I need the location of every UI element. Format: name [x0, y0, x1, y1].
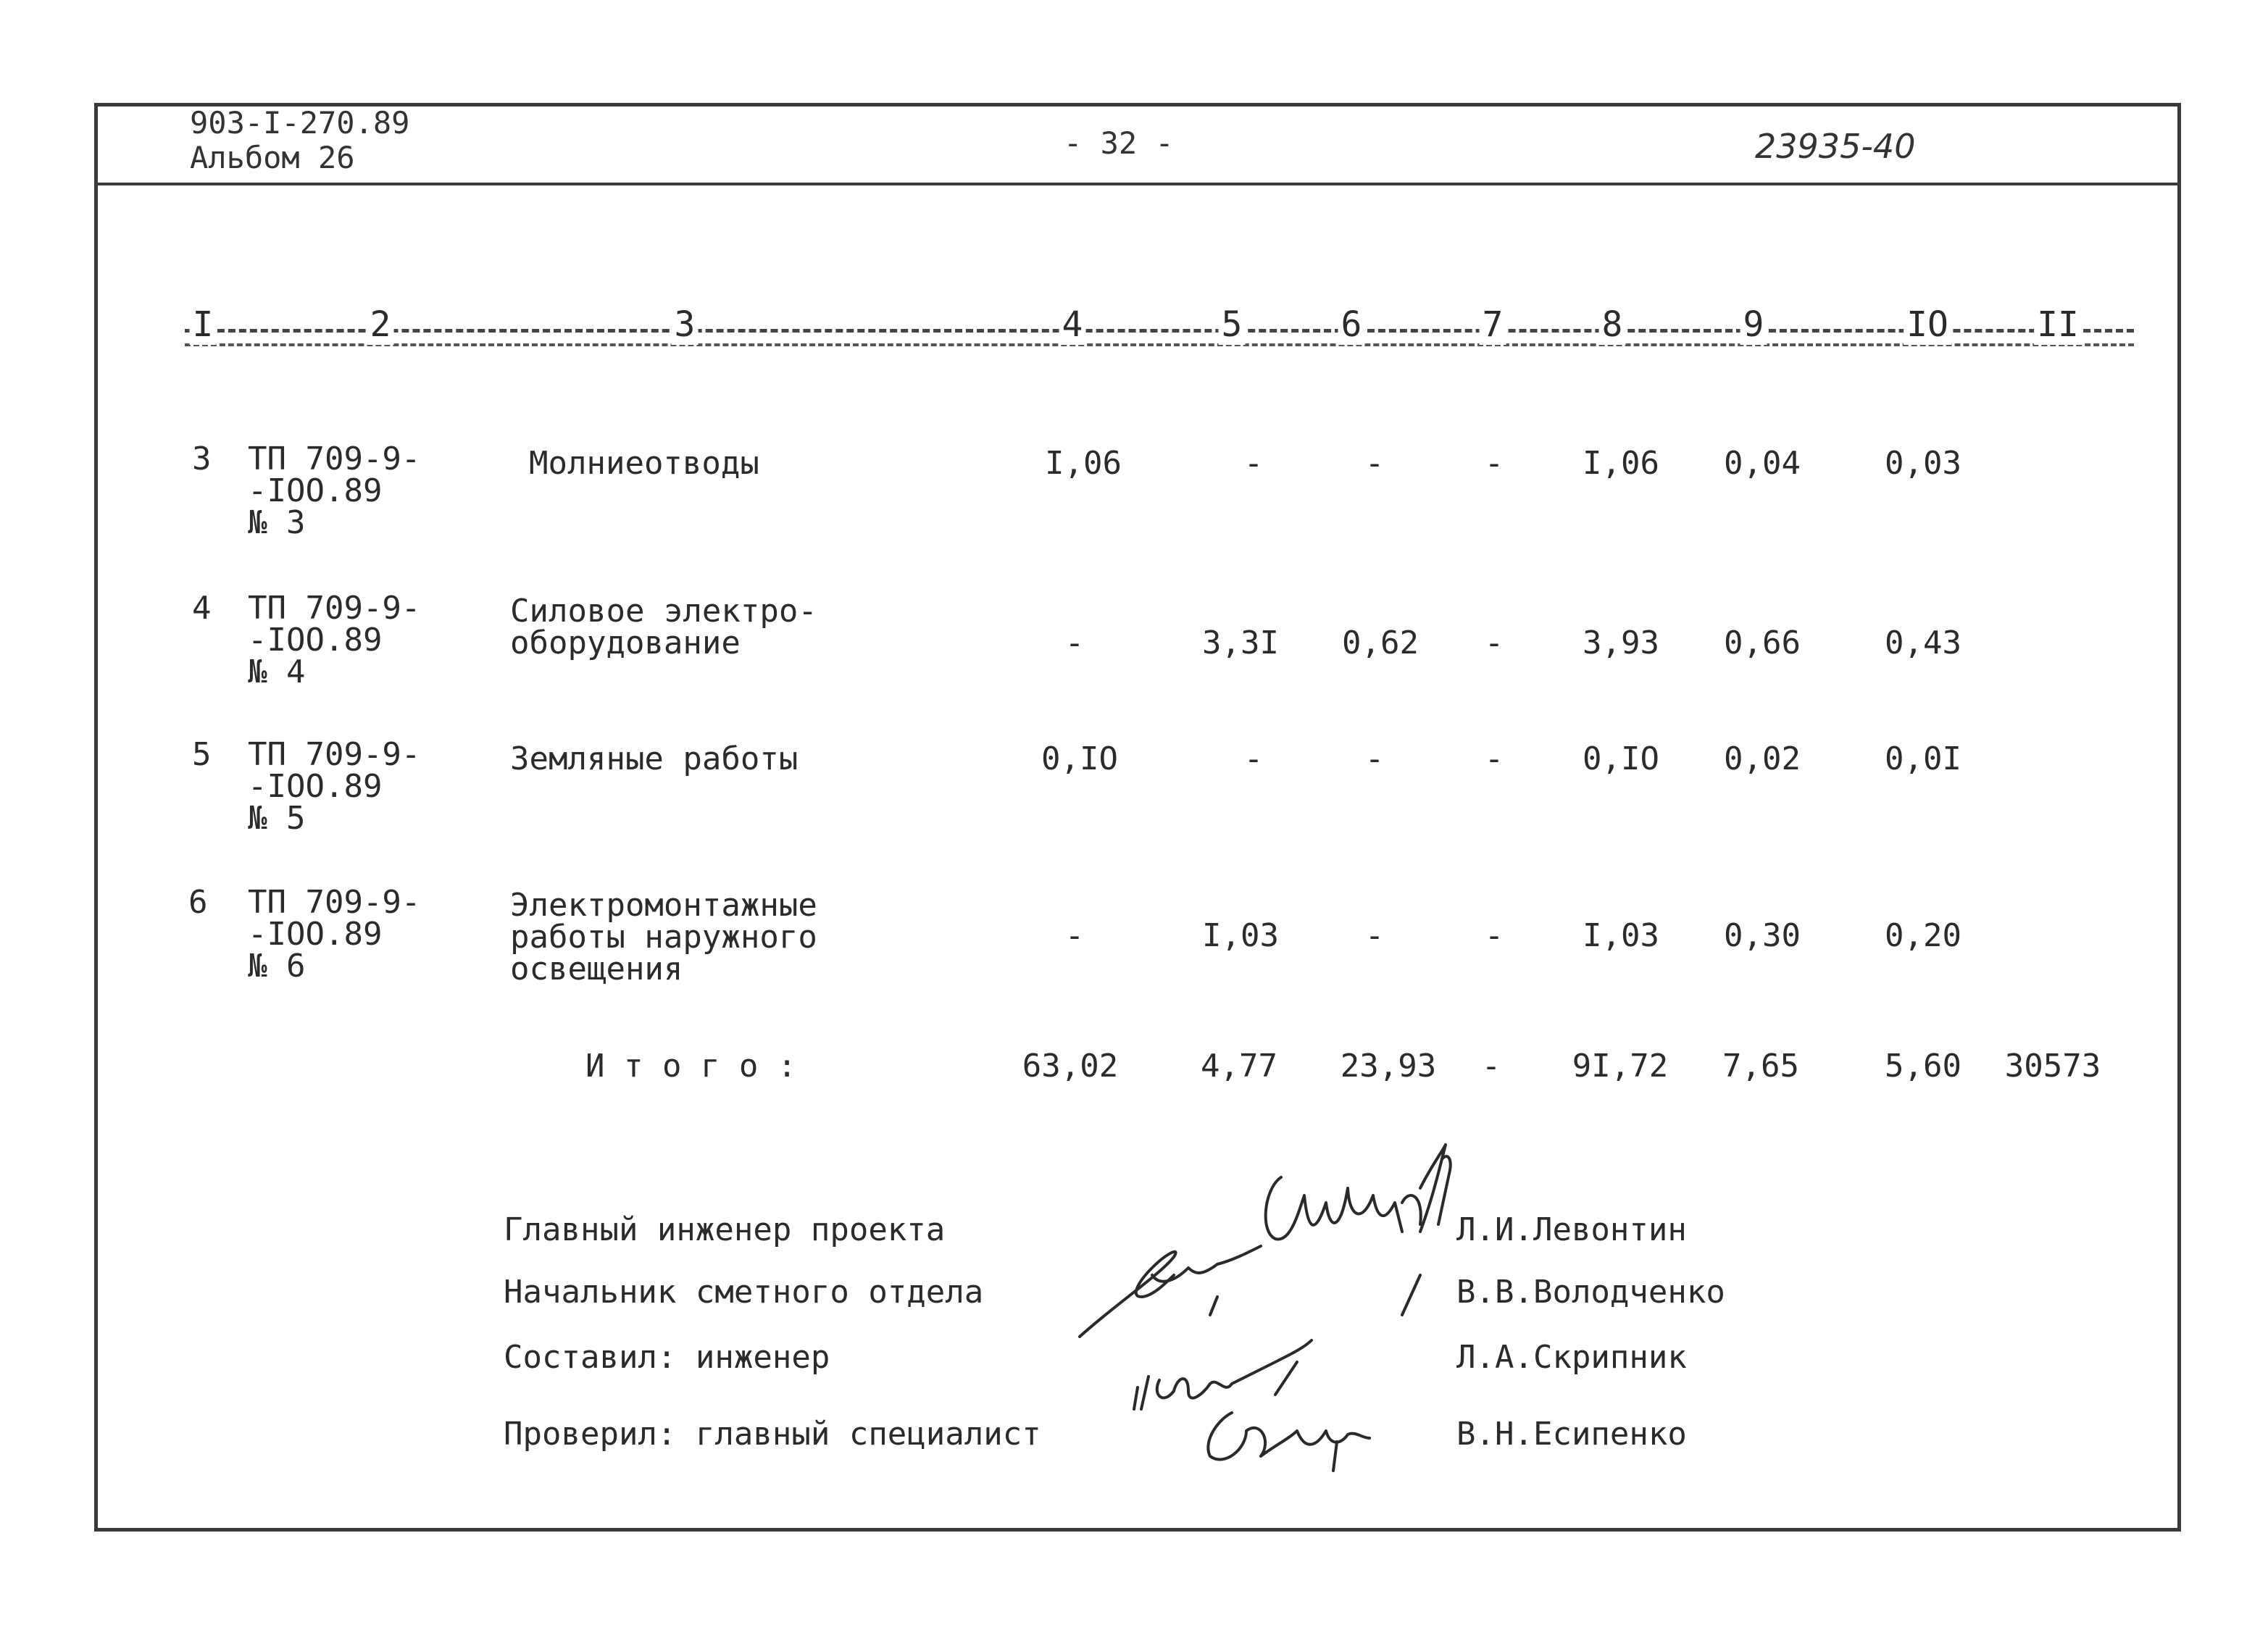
description-line: освещения	[510, 951, 683, 987]
column-number: 2	[367, 304, 394, 345]
column-number-strip	[185, 304, 2134, 348]
signature-role: Главный инженер проекта	[504, 1211, 946, 1248]
total-label: И т о г о :	[585, 1048, 797, 1085]
cell-col8: 0,IO	[1583, 740, 1659, 777]
album-label: Альбом 26	[190, 140, 355, 175]
code-line: № 4	[248, 653, 306, 690]
cell-col10: 0,43	[1885, 624, 1961, 661]
cell-col4: I,06	[1045, 445, 1122, 482]
code-line: -IOO.89	[248, 472, 383, 509]
cell-col6: -	[1364, 917, 1385, 954]
cell-col4: -	[1064, 917, 1085, 954]
cell-col9: 0,04	[1724, 445, 1801, 482]
total-col6: 23,93	[1340, 1048, 1437, 1085]
code-line: ТП 709-9-	[248, 590, 421, 627]
cell-col6: 0,62	[1342, 624, 1419, 661]
signature-role: Составил: инженер	[504, 1339, 830, 1376]
signature-name: Л.И.Левонтин	[1456, 1211, 1687, 1248]
row-number: 5	[192, 736, 212, 773]
cell-col7: -	[1484, 624, 1504, 661]
column-number: 7	[1480, 304, 1506, 345]
signature-name: Л.А.Скрипник	[1456, 1339, 1687, 1376]
signature-name: В.В.Володченко	[1456, 1274, 1725, 1311]
row-number: 3	[192, 440, 212, 477]
code-line: -IOO.89	[248, 622, 383, 659]
cell-col5: -	[1243, 740, 1264, 777]
description-line: Электромонтажные	[510, 887, 817, 924]
cell-col5: -	[1243, 445, 1264, 482]
description-line: оборудование	[510, 624, 741, 661]
row-number: 4	[192, 590, 212, 627]
cell-col6: -	[1364, 445, 1385, 482]
cell-col4: 0,IO	[1041, 740, 1118, 777]
project-code	[248, 736, 421, 837]
column-number: 4	[1059, 304, 1086, 345]
total-col11: 30573	[2004, 1048, 2101, 1085]
code-line: № 6	[248, 948, 306, 985]
work-description	[529, 445, 759, 482]
column-number: 6	[1338, 304, 1365, 345]
total-col4: 63,02	[1022, 1048, 1119, 1085]
cell-col10: 0,03	[1885, 445, 1961, 482]
doc-code: 903-I-270.89	[190, 105, 410, 141]
cell-col4: -	[1064, 624, 1085, 661]
page-number: - 32 -	[1064, 125, 1174, 161]
cell-col5: 3,3I	[1202, 624, 1279, 661]
code-line: ТП 709-9-	[248, 440, 421, 477]
work-description	[510, 887, 817, 987]
cell-col7: -	[1484, 445, 1504, 482]
column-number: I	[190, 304, 217, 345]
row-number: 6	[188, 884, 208, 921]
description-line: Молниеотводы	[529, 445, 759, 482]
description-line: работы наружного	[510, 919, 817, 956]
cell-col7: -	[1484, 740, 1504, 777]
code-line: № 5	[248, 800, 306, 837]
cell-col5: I,03	[1202, 917, 1279, 954]
reference-number: 23935-40	[1755, 127, 1916, 166]
total-col9: 7,65	[1722, 1048, 1799, 1085]
work-description	[510, 593, 817, 661]
cell-col8: I,03	[1583, 917, 1659, 954]
cell-col7: -	[1484, 917, 1504, 954]
column-number: 9	[1740, 304, 1767, 345]
cell-col9: 0,02	[1724, 740, 1801, 777]
cell-col10: 0,20	[1885, 917, 1961, 954]
column-number: II	[2034, 304, 2082, 345]
total-col7: -	[1481, 1048, 1501, 1085]
project-code	[248, 884, 421, 985]
description-line: Земляные работы	[510, 740, 799, 777]
cell-col10: 0,0I	[1885, 740, 1961, 777]
dashed-line	[185, 329, 2134, 333]
cell-col8: 3,93	[1583, 624, 1659, 661]
work-description	[510, 740, 799, 777]
header-divider	[98, 183, 2177, 185]
code-line: № 3	[248, 504, 306, 541]
project-code	[248, 590, 421, 690]
dashed-line	[185, 343, 2134, 346]
column-number: 5	[1219, 304, 1246, 345]
cell-col8: I,06	[1583, 445, 1659, 482]
column-number: IO	[1904, 304, 1951, 345]
code-line: -IOO.89	[248, 768, 383, 805]
cell-col9: 0,66	[1724, 624, 1801, 661]
code-line: -IOO.89	[248, 916, 383, 953]
total-col10: 5,60	[1885, 1048, 1961, 1085]
total-col8: 9I,72	[1572, 1048, 1669, 1085]
signature-role: Проверил: главный специалист	[504, 1416, 1041, 1453]
cell-col9: 0,30	[1724, 917, 1801, 954]
column-number: 8	[1599, 304, 1626, 345]
description-line: Силовое электро-	[510, 593, 817, 630]
column-number: 3	[672, 304, 699, 345]
total-col5: 4,77	[1201, 1048, 1277, 1085]
signature-name: В.Н.Есипенко	[1456, 1416, 1687, 1453]
cell-col6: -	[1364, 740, 1385, 777]
code-line: ТП 709-9-	[248, 736, 421, 773]
signature-role: Начальник сметного отдела	[504, 1274, 984, 1311]
project-code	[248, 440, 421, 541]
code-line: ТП 709-9-	[248, 884, 421, 921]
